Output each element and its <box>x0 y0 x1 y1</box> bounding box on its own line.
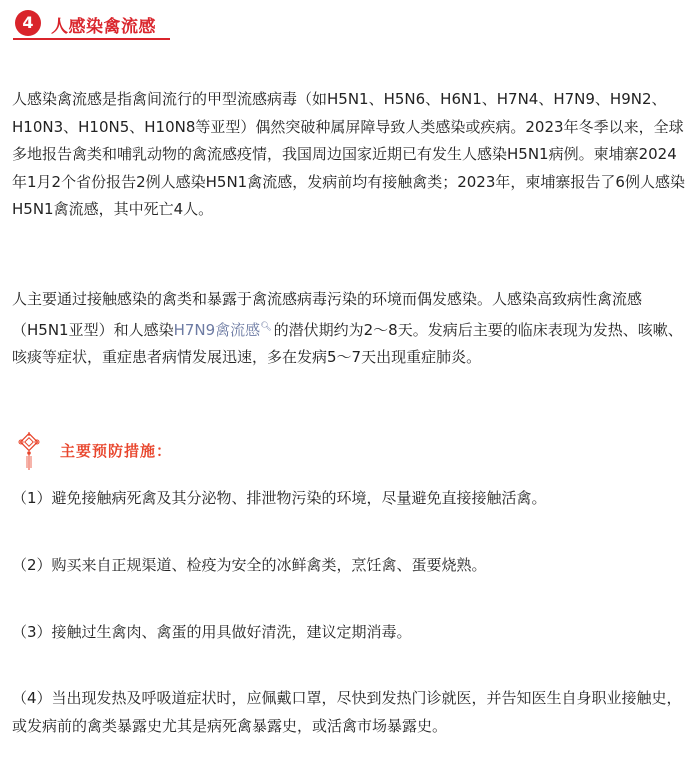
search-icon[interactable]: 🔍︎ <box>260 321 272 332</box>
keyword-link[interactable]: H7N9禽流感 <box>173 320 261 339</box>
section-title: 人感染禽流感 <box>51 17 156 37</box>
prevention-heading <box>18 432 318 472</box>
measure-item: （2）购买来自正规渠道、检疫为安全的冰鲜禽类，烹饪禽、蛋要烧熟。 <box>12 556 487 574</box>
intro-paragraph: 人感染禽流感是指禽间流行的甲型流感病毒（如H5N1、H5N6、H6N1、H7N4、H7N9、H9N2、H10N3、H10N5、H10N8等亚型）偶然突破种属屏障导致人类感染或疾病。2023年冬季以来，全球多地报告禽类和哺乳动物的禽流感疫情，我国周边国家近期已有发生人感染H5N1病例。柬埔寨2024年1月2个省份报告2例人感染H5N1禽流感，发病前均有接触禽类；2023年，柬埔寨报告了6例人感染H5N1禽流感，其中死亡4人。 <box>12 90 685 218</box>
measure-item: （3）接触过生禽肉、禽蛋的用具做好清洗，建议定期消毒。 <box>12 623 412 641</box>
section-number-badge: 4 <box>15 10 41 36</box>
measure-item: （1）避免接触病死禽及其分泌物、排泄物污染的环境，尽量避免直接接触活禽。 <box>12 489 547 507</box>
paragraph-text-before: 人主要通过接触感染的禽类和暴露于禽流感病毒污染的环境而偶发感染。人感染高致病性禽流感（H5N1亚型）和人感染 <box>12 290 643 339</box>
paragraph-text-after: 的潜伏期约为2～8天。发病后主要的临床表现为发热、咳嗽、咳痰等症状，重症患者病情发展迅速，多在发病5～7天出现重症肺炎。 <box>12 320 683 366</box>
transmission-paragraph <box>12 286 688 372</box>
chinese-knot-icon <box>18 432 40 472</box>
header-underline <box>13 38 170 40</box>
measure-item: （4）当出现发热及呼吸道症状时，应佩戴口罩，尽快到发热门诊就医，并告知医生自身职业接触史，或发病前的禽类暴露史尤其是病死禽暴露史，或活禽市场暴露史。 <box>12 689 682 735</box>
prevention-title: 主要预防措施： <box>60 442 173 460</box>
section-header <box>13 8 170 40</box>
